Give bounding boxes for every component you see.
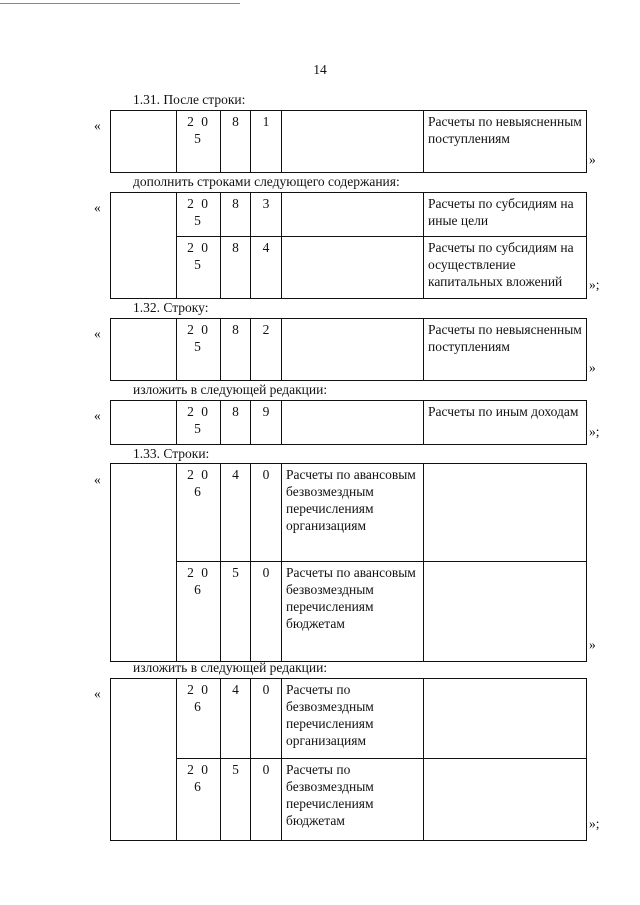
sub-cell: 5 [221, 562, 251, 662]
page-number: 14 [313, 62, 327, 77]
label-cell [282, 237, 424, 299]
open-quote: « [94, 472, 101, 487]
item-cell: 2 [251, 319, 282, 381]
text-cell: Расчеты по невыясненным поступлениям [424, 319, 587, 381]
text-cell: Расчеты по невыясненным поступлениям [424, 111, 587, 173]
close-quote: »; [589, 816, 600, 831]
table-row [111, 679, 587, 759]
sub-cell: 8 [221, 193, 251, 237]
item-cell: 1 [251, 111, 282, 173]
table-1-32 [110, 318, 587, 381]
code-cell: 2 0 6 [177, 759, 221, 841]
label-cell: Расчеты по безвозмездным перечислениям бюджетам [282, 759, 424, 841]
empty-cell [111, 319, 177, 381]
empty-cell [111, 464, 177, 662]
caption-new-edition: изложить в следующей редакции: [133, 382, 328, 397]
table-row [111, 111, 587, 173]
close-quote: » [589, 152, 596, 167]
code-cell: 2 0 5 [177, 401, 221, 445]
sub-cell: 8 [221, 111, 251, 173]
sub-cell: 5 [221, 759, 251, 841]
empty-cell [111, 193, 177, 299]
table-1-33 [110, 463, 587, 662]
code-cell: 2 0 5 [177, 319, 221, 381]
open-quote: « [94, 200, 101, 215]
table-1-31 [110, 110, 587, 173]
caption-1-33: 1.33. Строки: [133, 446, 210, 461]
label-cell [282, 319, 424, 381]
text-cell [424, 759, 587, 841]
caption-new-edition-2: изложить в следующей редакции: [133, 660, 328, 675]
item-cell: 3 [251, 193, 282, 237]
code-cell: 2 0 6 [177, 679, 221, 759]
close-quote: »; [589, 424, 600, 439]
table-row [111, 193, 587, 237]
empty-cell [111, 111, 177, 173]
sub-cell: 8 [221, 319, 251, 381]
item-cell: 0 [251, 562, 282, 662]
scan-top-line [0, 3, 240, 4]
table-row [111, 237, 587, 299]
text-cell [424, 679, 587, 759]
open-quote: « [94, 118, 101, 133]
label-cell: Расчеты по авансовым безвозмездным перечислениям бюджетам [282, 562, 424, 662]
item-cell: 4 [251, 237, 282, 299]
close-quote: » [589, 637, 596, 652]
text-cell: Расчеты по субсидиям на иные цели [424, 193, 587, 237]
empty-cell [111, 679, 177, 841]
caption-1-32: 1.32. Строку: [133, 300, 209, 315]
item-cell: 0 [251, 679, 282, 759]
text-cell: Расчеты по иным доходам [424, 401, 587, 445]
label-cell: Расчеты по авансовым безвозмездным перечислениям организациям [282, 464, 424, 562]
close-quote: »; [589, 277, 600, 292]
table-row [111, 401, 587, 445]
code-cell: 2 0 5 [177, 111, 221, 173]
sub-cell: 8 [221, 237, 251, 299]
table-row [111, 464, 587, 562]
table-row [111, 759, 587, 841]
text-cell [424, 562, 587, 662]
text-cell: Расчеты по субсидиям на осуществление капитальных вложений [424, 237, 587, 299]
empty-cell [111, 401, 177, 445]
sub-cell: 4 [221, 679, 251, 759]
open-quote: « [94, 686, 101, 701]
open-quote: « [94, 326, 101, 341]
label-cell: Расчеты по безвозмездным перечислениям организациям [282, 679, 424, 759]
item-cell: 9 [251, 401, 282, 445]
label-cell [282, 193, 424, 237]
table-row [111, 562, 587, 662]
close-quote: » [589, 360, 596, 375]
sub-cell: 8 [221, 401, 251, 445]
table-1-32-new [110, 400, 587, 445]
item-cell: 0 [251, 464, 282, 562]
open-quote: « [94, 408, 101, 423]
code-cell: 2 0 6 [177, 562, 221, 662]
text-cell [424, 464, 587, 562]
table-1-33-new [110, 678, 587, 841]
label-cell [282, 111, 424, 173]
caption-1-31: 1.31. После строки: [133, 92, 246, 107]
caption-add-rows: дополнить строками следующего содержания: [133, 174, 400, 189]
sub-cell: 4 [221, 464, 251, 562]
item-cell: 0 [251, 759, 282, 841]
code-cell: 2 0 6 [177, 464, 221, 562]
code-cell: 2 0 5 [177, 237, 221, 299]
code-cell: 2 0 5 [177, 193, 221, 237]
label-cell [282, 401, 424, 445]
table-add-rows [110, 192, 587, 299]
table-row [111, 319, 587, 381]
